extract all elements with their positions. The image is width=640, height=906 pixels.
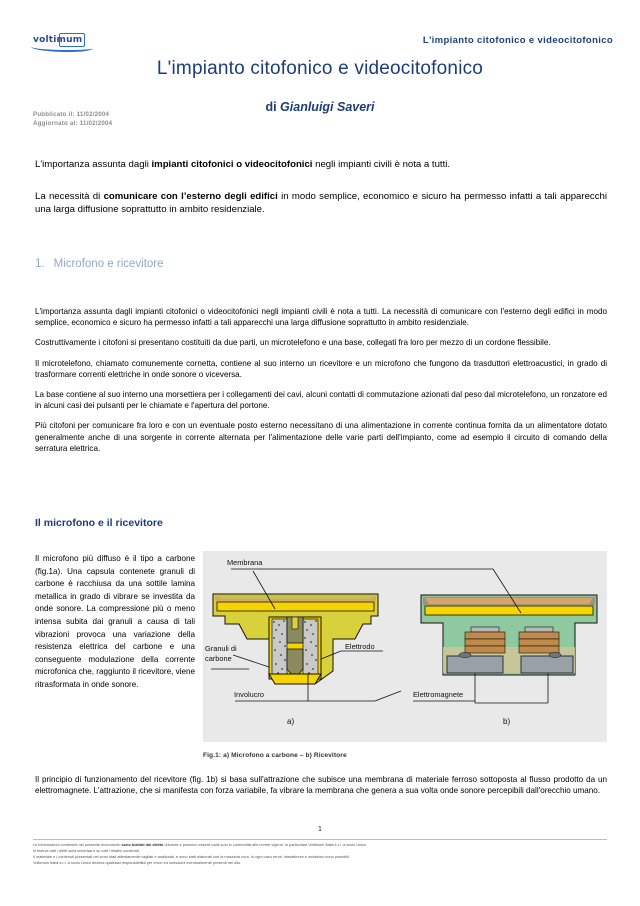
footer-line-1b: sono tutelati dai diritto (121, 842, 164, 847)
body-paragraph: La base contiene al suo interno una morsettiera per i collegamenti dei cavi, alcuni contatti di commutazione azionati dal peso dal microtelefono, un ronzatore ed in alcuni casi dei pulsanti per le chiamate e l'apertura del portone. (35, 390, 607, 411)
figure-caption: Fig.1: a) Microfono a carbone – b) Ricevitore (203, 752, 347, 759)
byline-prefix: di (265, 100, 281, 114)
closing-paragraph: Il principio di funzionamento del ricevitore (fig. 1b) si basa sull'attrazione che subisce una membrana di materiale ferroso sottoposta al flusso prodotto da un elettromagnete. L'attrazione, che si manifesta con forza variabile, fa vibrare la membrana che genera a sua volta onde sonore percepibili dall'orecchio umano. (35, 775, 607, 796)
intro-p2-bold: comunicare con l’esterno degli edifici (103, 190, 278, 202)
figure-svg (203, 551, 607, 742)
section-title: Microfono e ricevitore (53, 258, 164, 270)
subsection-left-column: Il microfono più diffuso è il tipo a carbone (fig.1a). Una capsula contenete granuli di carbone è racchiusa da una sottile lamina metallica in grado di vibrare se investita da onde sonore. La compressione più o meno intensa subita dai granuli a causa di tali vibrazioni provoca una variazione della resistenza elettrica del carbone e una conseguente modulazione della corrente microfonica che, raggiunto il ricevitore, viene ritrasformata in onde sonore. (35, 554, 195, 689)
intro-p1-bold: impianti citofonici o videocitofonici (151, 159, 313, 170)
intro-p1-text-a: L'importanza assunta dagli (35, 159, 152, 170)
body-paragraph: Più citofoni per comunicare fra loro e con un eventuale posto esterno necessitano di una alimentazione in corrente continua fornita da un alimentatore dotato generalmente anche di una sorgente in corrente alternata per l'alimentazione delle varie parti dell'impianto, come ad esempio il circuito di comando della serratura elettrica. (35, 421, 607, 453)
subsection-heading: Il microfono e il ricevitore (35, 517, 163, 529)
footer-line-3: Il materiale e i contenuti presentati nel sono stati attentamente vagliati e analizzati, e sono stati elaborati con la massima cura. In ogni caso errori, inesattezze e omissioni sono possibili. (33, 854, 350, 860)
logo-swoosh-icon (31, 43, 93, 52)
intro-p2-text-c: in modo semplice, economico e sicuro ha permesso infatti a tali apparecchi una larga diffusione soprattutto in ambito residenziale. (35, 190, 607, 215)
intro-p1-text-c: negli impianti civili è nota a tutti. (312, 159, 451, 170)
figure-sublabel-b: b) (503, 717, 511, 726)
footer-line-4: Voltimum Italia s.r.l. a socio Unico declina qualsiasi responsabilità per errori ed omissioni eventualmente presenti nel sito. (33, 860, 242, 866)
figure-label-elettrodo: Elettrodo (345, 642, 375, 651)
byline-author: Gianluigi Saveri (280, 100, 375, 114)
figure-b-receiver (421, 595, 597, 675)
running-header-title: L'impianto citofonico e videocitofonico (422, 35, 613, 46)
intro-block (35, 158, 607, 235)
page-title: L'impianto citofonico e videocitofonico (156, 58, 484, 79)
updated-date: Aggiornato al: 11/02/2004 (33, 120, 113, 127)
published-date: Pubblicato il: 11/02/2004 (33, 111, 110, 118)
body-paragraph: L'importanza assunta dagli impianti citofonici o videocitofonici negli impianti civili è nota a tutti. La necessità di comunicare con l'esterno degli edifici in modo semplice, economico e sicuro ha permesso infatti a tali apparecchi una larga diffusione soprattutto in ambito residenziale. (35, 307, 607, 328)
intro-p2-text-a: La necessità di (35, 190, 104, 202)
intro-paragraph-1 (35, 158, 607, 172)
logo-text: voltimum (33, 35, 83, 45)
intro-paragraph-2 (35, 190, 607, 217)
footer-line-1c: d'autore e possono essere usati solo in conformità alle norme vigenti. In particolare Voltimum Italia s.r.l. a socio Unico (163, 842, 367, 847)
figure-graphic (203, 551, 607, 742)
footer-line-1a: Le informazioni contenute nel presente documento (33, 842, 122, 847)
section-number: 1. (35, 258, 45, 270)
body-paragraph: Il microtelefono, chiamato comunemente cornetta, contiene al suo interno un ricevitore e un microfono che fungono da trasduttori elettroacustici, in grado di trasformare correnti elettriche in onde sonore o viceversa. (35, 358, 607, 379)
figure-label-elettromagnete: Elettromagnete (413, 690, 464, 699)
section-body (35, 306, 607, 463)
voltimum-logo (33, 34, 95, 50)
footer-divider (33, 839, 607, 840)
page-number: 1 (318, 826, 322, 833)
figure-label-granuli-line2: carbone (205, 654, 232, 663)
figure-sublabel-a: a) (287, 717, 295, 726)
figure-label-involucro: Involucro (234, 690, 264, 699)
publication-dates (33, 110, 112, 128)
section-heading-1 (35, 258, 164, 270)
body-paragraph: Costruttivamente i citofoni si presentano costituiti da due parti, un microtelefono e una base, collegati fra loro per mezzo di un cordone flessibile. (35, 338, 551, 348)
figure-label-granuli-line1: Granuli di (205, 644, 237, 653)
footer-line-2: si riserva tutti i diritti sulla schedaa e su tutti i relativi contenuti. (33, 848, 141, 854)
figure-1 (203, 551, 607, 742)
footer-disclaimer (33, 842, 611, 866)
figure-label-membrana: Membrana (227, 558, 263, 567)
